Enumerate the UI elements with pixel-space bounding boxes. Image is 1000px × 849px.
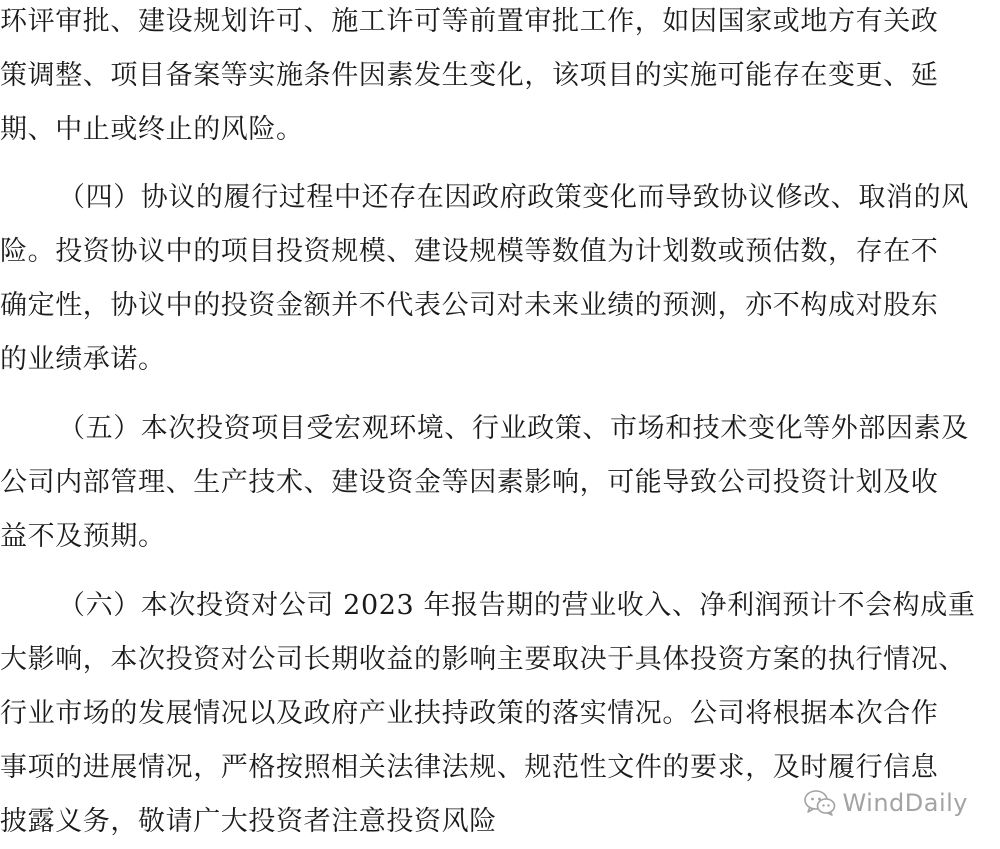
paragraph-5-line-3: 益不及预期。	[0, 521, 166, 552]
paragraph-1-line-3: 期、中止或终止的风险。	[0, 114, 304, 145]
paragraph-6-line-3: 行业市场的发展情况以及政府产业扶持政策的落实情况。公司将根据本次合作	[0, 698, 939, 729]
paragraph-6-line-4: 事项的进展情况，严格按照相关法律法规、规范性文件的要求，及时履行信息	[0, 752, 939, 783]
paragraph-4-line-3: 确定性，协议中的投资金额并不代表公司对未来业绩的预测，亦不构成对股东	[0, 290, 939, 321]
wechat-icon	[804, 789, 836, 817]
paragraph-6-line-2: 大影响，本次投资对公司长期收益的影响主要取决于具体投资方案的执行情况、	[0, 644, 966, 675]
paragraph-4-line-4: 的业绩承诺。	[0, 344, 166, 375]
paragraph-6-line-1: （六）本次投资对公司 2023 年报告期的营业收入、净利润预计不会构成重	[58, 590, 976, 621]
paragraph-1-line-1: 环评审批、建设规划许可、施工许可等前置审批工作，如因国家或地方有关政	[0, 6, 939, 37]
paragraph-6-line-5: 披露义务，敬请广大投资者注意投资风险	[0, 806, 497, 837]
paragraph-5-line-1: （五）本次投资项目受宏观环境、行业政策、市场和技术变化等外部因素及	[58, 413, 969, 444]
paragraph-1-line-2: 策调整、项目备案等实施条件因素发生变化，该项目的实施可能存在变更、延	[0, 60, 939, 91]
watermark-text: WindDaily	[842, 789, 968, 817]
paragraph-4-line-1: （四）协议的履行过程中还存在因政府政策变化而导致协议修改、取消的风	[58, 182, 969, 213]
paragraph-4-line-2: 险。投资协议中的项目投资规模、建设规模等数值为计划数或预估数，存在不	[0, 236, 939, 267]
paragraph-5-line-2: 公司内部管理、生产技术、建设资金等因素影响，可能导致公司投资计划及收	[0, 467, 939, 498]
watermark	[804, 786, 968, 820]
